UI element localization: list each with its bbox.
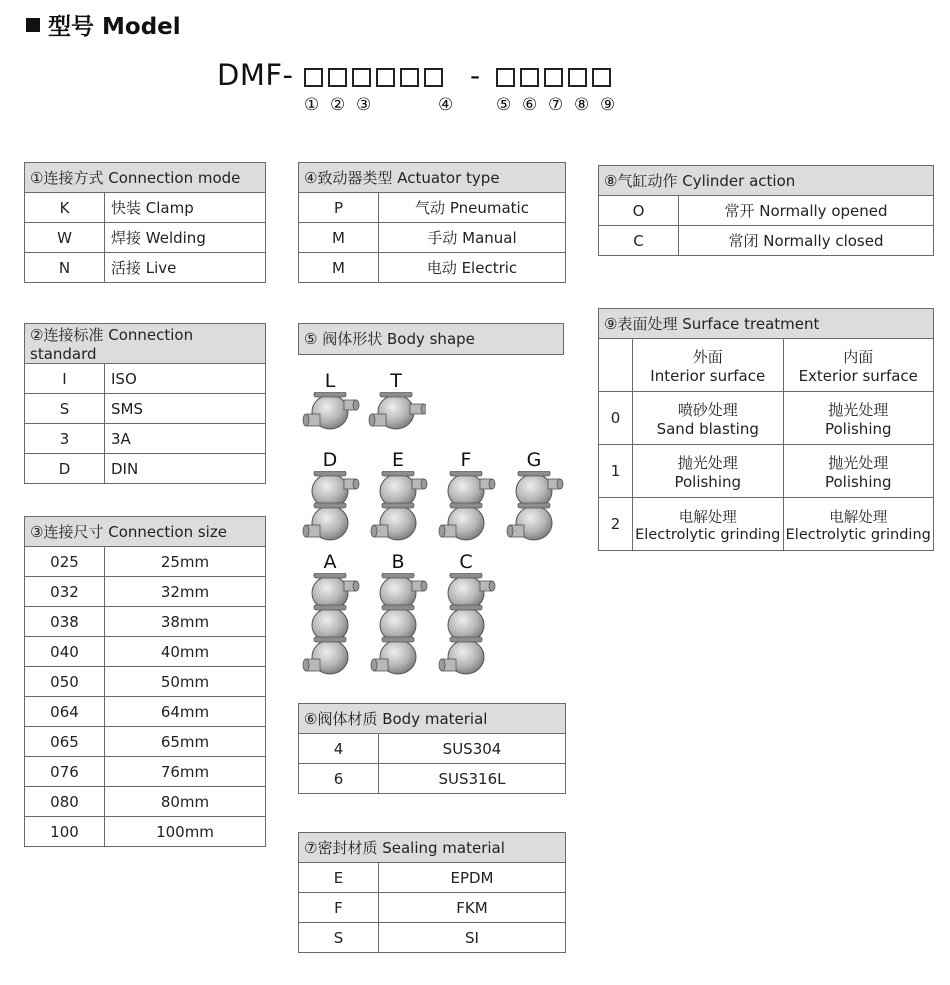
code-cell: 4 [299, 734, 379, 764]
value-cell: 气动 Pneumatic [379, 193, 566, 223]
body-shape-g [504, 449, 564, 555]
code-cell: E [299, 863, 379, 893]
code-box [328, 68, 347, 87]
table-row [25, 607, 266, 637]
value-cell: DIN [105, 454, 266, 484]
code-cell: W [25, 223, 105, 253]
table-row [599, 498, 934, 551]
value-cell: 手动 Manual [379, 223, 566, 253]
value-cell [783, 498, 934, 551]
connection-standard-table [24, 323, 266, 484]
code-box [544, 68, 563, 87]
table-row [299, 923, 566, 953]
table-title: ②连接标准 Connection standard [25, 324, 266, 364]
body-shape-label: L [324, 370, 336, 392]
connection-mode-table [24, 162, 266, 283]
body-shape-label: C [459, 551, 473, 573]
table-row [599, 196, 934, 226]
code-cell: N [25, 253, 105, 283]
code-box [400, 68, 419, 87]
code-box [376, 68, 395, 87]
table-row [299, 893, 566, 923]
model-number: ⑥ [522, 95, 538, 115]
body-shape-d [300, 449, 360, 555]
model-boxes-group-1 [304, 68, 443, 87]
value-cn: 电解处理 [678, 509, 737, 526]
value-cn: 电解处理 [829, 509, 888, 526]
table-row [25, 577, 266, 607]
value-cell [633, 445, 784, 498]
value-cell: 3A [105, 424, 266, 454]
value-cell: 常开 Normally opened [679, 196, 934, 226]
code-cell: 080 [25, 787, 105, 817]
code-box [568, 68, 587, 87]
body-shape-f [436, 449, 496, 555]
code-cell: 050 [25, 667, 105, 697]
body-shape-title: ⑤ 阀体形状 Body shape [298, 323, 564, 355]
table-row [299, 734, 566, 764]
page-heading [26, 8, 181, 41]
code-cell: M [299, 223, 379, 253]
body-shape-e [368, 449, 428, 555]
code-cell: 064 [25, 697, 105, 727]
body-shape-a [300, 551, 360, 691]
body-shape-label: T [390, 370, 402, 392]
value-en: Polishing [674, 472, 742, 491]
table-row [25, 193, 266, 223]
code-box [352, 68, 371, 87]
table-row [299, 764, 566, 794]
body-shape-label: B [391, 551, 405, 573]
body-material-table [298, 703, 566, 794]
value-cell [783, 392, 934, 445]
valve-body-icon [368, 471, 428, 555]
table-row [25, 424, 266, 454]
code-box [520, 68, 539, 87]
valve-body-icon [436, 573, 496, 691]
model-number: ② [330, 95, 346, 115]
code-box [304, 68, 323, 87]
model-number: ⑨ [600, 95, 616, 115]
cylinder-action-table [598, 165, 934, 256]
code-cell: 6 [299, 764, 379, 794]
table-row [25, 757, 266, 787]
model-numbers-2 [438, 95, 464, 115]
table-title: ⑦密封材质 Sealing material [299, 833, 566, 863]
header-en: Interior surface [650, 366, 766, 385]
table-title: ⑨表面处理 Surface treatment [599, 309, 934, 339]
code-cell: K [25, 193, 105, 223]
value-cell: 64mm [105, 697, 266, 727]
table-row [25, 727, 266, 757]
connection-size-table [24, 516, 266, 847]
table-row [25, 697, 266, 727]
code-cell: 025 [25, 547, 105, 577]
value-cn: 抛光处理 [828, 400, 889, 419]
model-number: ① [304, 95, 320, 115]
valve-body-icon [366, 392, 426, 442]
value-cell: 100mm [105, 817, 266, 847]
code-cell: P [299, 193, 379, 223]
code-cell: 040 [25, 637, 105, 667]
table-title: ④致动器类型 Actuator type [299, 163, 566, 193]
value-cell: 76mm [105, 757, 266, 787]
model-dash: - [470, 59, 481, 92]
body-shape-label: E [391, 449, 404, 471]
table-row [299, 193, 566, 223]
bullet-square-icon [26, 18, 40, 32]
code-cell: 2 [599, 498, 633, 551]
surface-treatment-table [598, 308, 934, 551]
table-row [25, 547, 266, 577]
value-cn: 抛光处理 [828, 453, 889, 472]
valve-body-icon [368, 573, 428, 691]
value-cell: 常闭 Normally closed [679, 226, 934, 256]
value-cell: 25mm [105, 547, 266, 577]
value-cell [633, 392, 784, 445]
value-en: Polishing [824, 419, 892, 438]
table-row [25, 454, 266, 484]
code-cell: D [25, 454, 105, 484]
model-number: ⑦ [548, 95, 564, 115]
model-numbers-1 [304, 95, 382, 115]
value-en: Sand blasting [656, 419, 759, 438]
value-cell: 活接 Live [105, 253, 266, 283]
table-row [599, 392, 934, 445]
code-cell: 065 [25, 727, 105, 757]
value-cell: ISO [105, 364, 266, 394]
model-number: ⑤ [496, 95, 512, 115]
table-title: ①连接方式 Connection mode [25, 163, 266, 193]
value-cell: 80mm [105, 787, 266, 817]
model-number: ③ [356, 95, 372, 115]
code-cell: S [25, 394, 105, 424]
value-cell: 电动 Electric [379, 253, 566, 283]
code-cell: 100 [25, 817, 105, 847]
table-row [25, 637, 266, 667]
table-title: ⑧气缸动作 Cylinder action [599, 166, 934, 196]
model-prefix: DMF- [217, 58, 294, 92]
table-row [299, 223, 566, 253]
valve-body-icon [300, 471, 360, 555]
value-cell: SUS304 [379, 734, 566, 764]
value-en: Polishing [824, 472, 892, 491]
table-row [25, 223, 266, 253]
body-shape-c [436, 551, 496, 691]
code-cell: 032 [25, 577, 105, 607]
code-cell: F [299, 893, 379, 923]
value-cn: 喷砂处理 [677, 400, 738, 419]
value-cell: 50mm [105, 667, 266, 697]
value-cell: SMS [105, 394, 266, 424]
code-cell: 3 [25, 424, 105, 454]
table-header-row [599, 339, 934, 392]
model-boxes-group-2 [496, 68, 611, 87]
table-title: ③连接尺寸 Connection size [25, 517, 266, 547]
code-box [592, 68, 611, 87]
valve-body-icon [504, 471, 564, 555]
table-title: ⑥阀体材质 Body material [299, 704, 566, 734]
table-row [599, 445, 934, 498]
valve-body-icon [300, 573, 360, 691]
model-numbers-3 [496, 95, 626, 115]
sealing-material-table [298, 832, 566, 953]
table-row [25, 394, 266, 424]
code-cell: 076 [25, 757, 105, 787]
value-cell: EPDM [379, 863, 566, 893]
header-cell [783, 339, 934, 392]
table-row [299, 863, 566, 893]
value-cell: SI [379, 923, 566, 953]
model-number: ④ [438, 95, 454, 115]
code-box [496, 68, 515, 87]
heading-text: 型号 Model [48, 14, 181, 40]
body-shape-label: F [460, 449, 472, 471]
body-shape-t [366, 370, 426, 442]
body-shape-label: G [526, 449, 542, 471]
value-en: Electrolytic grinding [635, 526, 781, 543]
code-cell: O [599, 196, 679, 226]
table-row [599, 226, 934, 256]
code-cell: 0 [599, 392, 633, 445]
code-cell: 038 [25, 607, 105, 637]
body-shape-label: D [322, 449, 338, 471]
table-row [25, 667, 266, 697]
header-cn: 内面 [843, 347, 874, 366]
empty-cell [599, 339, 633, 392]
value-cell: 快装 Clamp [105, 193, 266, 223]
valve-body-icon [300, 392, 360, 442]
value-cell: 40mm [105, 637, 266, 667]
code-box [424, 68, 443, 87]
code-cell: M [299, 253, 379, 283]
table-row [299, 253, 566, 283]
code-cell: C [599, 226, 679, 256]
value-en: Electrolytic grinding [785, 526, 931, 543]
header-cell [633, 339, 784, 392]
value-cell: 65mm [105, 727, 266, 757]
header-en: Exterior surface [798, 366, 918, 385]
value-cell: SUS316L [379, 764, 566, 794]
value-cell: 焊接 Welding [105, 223, 266, 253]
value-cell [783, 445, 934, 498]
body-shape-label: A [323, 551, 337, 573]
body-shape-l [300, 370, 360, 442]
header-cn: 外面 [692, 347, 723, 366]
valve-body-icon [436, 471, 496, 555]
actuator-type-table [298, 162, 566, 283]
table-row [25, 253, 266, 283]
table-row [25, 787, 266, 817]
value-cell: 38mm [105, 607, 266, 637]
code-cell: S [299, 923, 379, 953]
model-number: ⑧ [574, 95, 590, 115]
code-cell: I [25, 364, 105, 394]
code-cell: 1 [599, 445, 633, 498]
value-cell: FKM [379, 893, 566, 923]
body-shape-b [368, 551, 428, 691]
value-cell: 32mm [105, 577, 266, 607]
value-cn: 抛光处理 [677, 453, 738, 472]
table-row [25, 364, 266, 394]
table-row [25, 817, 266, 847]
value-cell [633, 498, 784, 551]
